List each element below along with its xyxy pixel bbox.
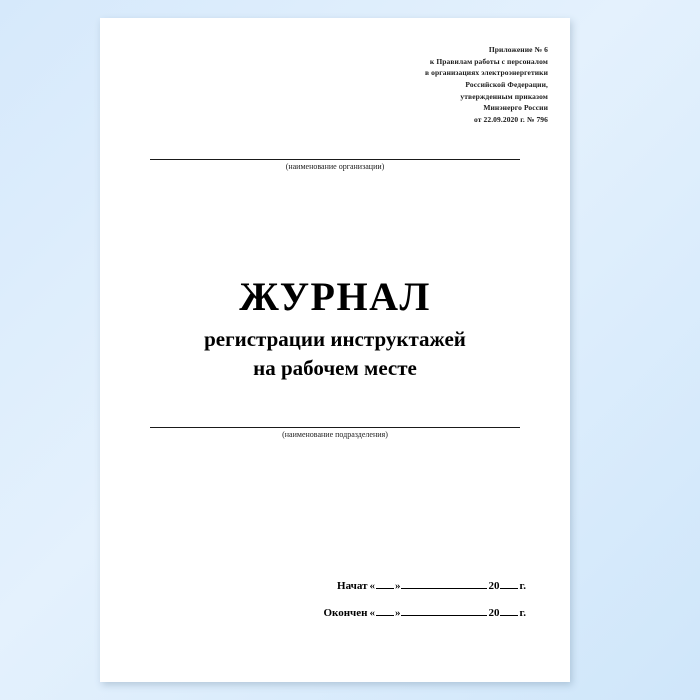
subtitle-line-2: на рабочем месте — [253, 356, 417, 380]
appendix-reference-block — [318, 44, 548, 125]
end-label: Окончен — [323, 607, 368, 619]
start-date-row — [286, 578, 526, 592]
department-field — [150, 426, 520, 439]
organization-caption: (наименование организации) — [285, 162, 385, 171]
appendix-line-2: к Правилам работы с персоналом — [429, 56, 548, 66]
start-label: Начат — [337, 580, 368, 592]
title-block — [100, 276, 570, 381]
start-month-blank — [401, 578, 487, 589]
end-year-blank — [500, 605, 518, 616]
organization-rule — [150, 158, 520, 160]
start-year-prefix: 20 — [488, 580, 500, 592]
organization-field — [150, 158, 520, 171]
end-quote-open: « — [369, 607, 375, 619]
document-sheet — [100, 18, 570, 682]
appendix-line-3: в организациях электроэнергетики — [424, 68, 548, 78]
appendix-line-4: Российской Федерации, — [465, 79, 548, 89]
end-month-blank — [401, 605, 487, 616]
appendix-line-7: от 22.09.2020 г. № 796 — [473, 114, 548, 124]
end-quote-close: » — [394, 607, 401, 619]
end-date-row — [286, 605, 526, 619]
department-caption: (наименование подразделения) — [282, 430, 388, 439]
department-rule — [150, 426, 520, 428]
page-title: ЖУРНАЛ — [239, 274, 431, 319]
start-quote-close: » — [394, 580, 401, 592]
start-quote-open: « — [369, 580, 375, 592]
footer-dates-block — [286, 578, 526, 632]
start-day-blank — [376, 578, 394, 589]
appendix-line-5: утвержденным приказом — [460, 91, 548, 101]
end-day-blank — [376, 605, 394, 616]
subtitle-line-1: регистрации инструктажей — [204, 327, 466, 351]
start-year-suffix: г. — [519, 580, 526, 592]
end-year-prefix: 20 — [488, 607, 500, 619]
appendix-line-1: Приложение № 6 — [488, 45, 548, 54]
start-year-blank — [500, 578, 518, 589]
appendix-line-6: Минэнерго России — [483, 103, 548, 113]
end-year-suffix: г. — [519, 607, 526, 619]
